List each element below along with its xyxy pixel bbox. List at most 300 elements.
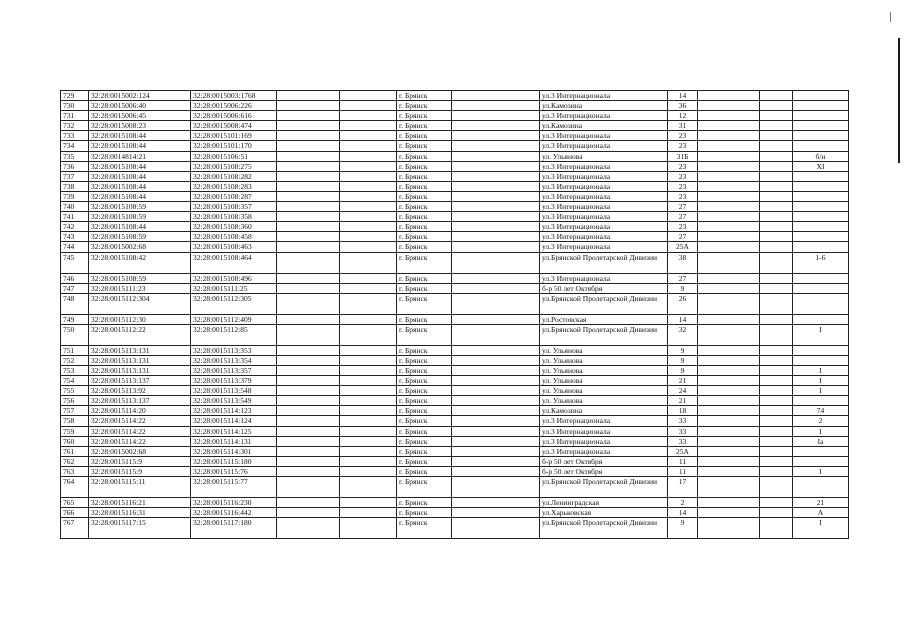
table-row <box>61 151 849 161</box>
row-number-cell: 734 <box>61 141 89 151</box>
object-cadastral-number-cell: 32:28:0015113:548 <box>191 386 277 396</box>
empty-cell <box>760 202 793 212</box>
empty-cell <box>698 111 760 121</box>
empty-cell <box>760 283 793 293</box>
land-cadastral-number-cell: 32:28:0015108:44 <box>89 191 191 201</box>
row-number-cell: 750 <box>61 324 89 345</box>
object-cadastral-number-cell: 32:28:0015108:282 <box>191 171 277 181</box>
house-number-cell: 23 <box>668 141 698 151</box>
empty-cell <box>760 498 793 508</box>
house-number-cell: 25А <box>668 446 698 456</box>
city-cell: г. Брянск <box>397 345 452 355</box>
premises-number-cell <box>793 293 849 314</box>
empty-cell <box>760 518 793 539</box>
empty-cell <box>760 252 793 273</box>
empty-cell <box>277 91 340 101</box>
street-cell: ул.Камозина <box>540 121 668 131</box>
row-number-cell: 759 <box>61 426 89 436</box>
empty-cell <box>340 91 397 101</box>
street-cell: ул.3 Интернационала <box>540 416 668 426</box>
empty-cell <box>340 161 397 171</box>
premises-number-cell <box>793 314 849 324</box>
row-number-cell: 758 <box>61 416 89 426</box>
row-number-cell: 765 <box>61 498 89 508</box>
premises-number-cell <box>793 212 849 222</box>
empty-cell <box>277 151 340 161</box>
land-cadastral-number-cell: 32:28:0015113:131 <box>89 355 191 365</box>
empty-cell <box>277 466 340 476</box>
land-cadastral-number-cell: 32:28:0015108:44 <box>89 161 191 171</box>
land-cadastral-number-cell: 32:28:0015108:44 <box>89 131 191 141</box>
empty-cell <box>340 456 397 466</box>
premises-number-cell <box>793 181 849 191</box>
object-cadastral-number-cell: 32:28:0015006:616 <box>191 111 277 121</box>
land-cadastral-number-cell: 32:28:0015113:137 <box>89 376 191 386</box>
table-row <box>61 466 849 476</box>
table-row <box>61 212 849 222</box>
empty-cell <box>698 242 760 252</box>
house-number-cell: 31Б <box>668 151 698 161</box>
object-cadastral-number-cell: 32:28:0015108:463 <box>191 242 277 252</box>
empty-cell <box>698 386 760 396</box>
house-number-cell: 9 <box>668 365 698 375</box>
land-cadastral-number-cell: 32:28:0015006:45 <box>89 111 191 121</box>
empty-cell <box>277 242 340 252</box>
empty-cell <box>452 508 540 518</box>
city-cell: г. Брянск <box>397 436 452 446</box>
property-registry-table <box>60 90 849 539</box>
object-cadastral-number-cell: 32:28:0015115:77 <box>191 477 277 498</box>
table-row <box>61 477 849 498</box>
premises-number-cell <box>793 131 849 141</box>
empty-cell <box>277 345 340 355</box>
empty-cell <box>760 386 793 396</box>
street-cell: ул.Камозина <box>540 101 668 111</box>
empty-cell <box>452 283 540 293</box>
empty-cell <box>452 252 540 273</box>
empty-cell <box>277 191 340 201</box>
city-cell: г. Брянск <box>397 181 452 191</box>
premises-number-cell <box>793 111 849 121</box>
empty-cell <box>277 477 340 498</box>
empty-cell <box>340 242 397 252</box>
table-row <box>61 406 849 416</box>
street-cell: ул.Харьковская <box>540 508 668 518</box>
land-cadastral-number-cell: 32:28:0015108:44 <box>89 222 191 232</box>
land-cadastral-number-cell: 32:28:0015108:59 <box>89 232 191 242</box>
city-cell: г. Брянск <box>397 242 452 252</box>
land-cadastral-number-cell: 32:28:0015113:131 <box>89 345 191 355</box>
street-cell: ул. Ульянова <box>540 355 668 365</box>
premises-number-cell <box>793 283 849 293</box>
house-number-cell: 9 <box>668 345 698 355</box>
row-number-cell: 743 <box>61 232 89 242</box>
empty-cell <box>277 273 340 283</box>
empty-cell <box>452 232 540 242</box>
table-row <box>61 101 849 111</box>
empty-cell <box>698 121 760 131</box>
premises-number-cell <box>793 273 849 283</box>
empty-cell <box>698 345 760 355</box>
object-cadastral-number-cell: 32:28:0015114:124 <box>191 416 277 426</box>
object-cadastral-number-cell: 32:28:0015113:357 <box>191 365 277 375</box>
empty-cell <box>698 376 760 386</box>
row-number-cell: 737 <box>61 171 89 181</box>
empty-cell <box>760 456 793 466</box>
object-cadastral-number-cell: 32:28:0015115:76 <box>191 466 277 476</box>
city-cell: г. Брянск <box>397 396 452 406</box>
house-number-cell: 24 <box>668 386 698 396</box>
table-row <box>61 365 849 375</box>
street-cell: ул.3 Интернационала <box>540 141 668 151</box>
empty-cell <box>277 314 340 324</box>
empty-cell <box>452 212 540 222</box>
empty-cell <box>698 365 760 375</box>
row-number-cell: 751 <box>61 345 89 355</box>
house-number-cell: 18 <box>668 406 698 416</box>
empty-cell <box>698 508 760 518</box>
empty-cell <box>698 314 760 324</box>
empty-cell <box>277 141 340 151</box>
object-cadastral-number-cell: 32:28:0015113:353 <box>191 345 277 355</box>
empty-cell <box>277 131 340 141</box>
street-cell: ул.3 Интернационала <box>540 436 668 446</box>
empty-cell <box>452 498 540 508</box>
empty-cell <box>277 518 340 539</box>
empty-cell <box>277 406 340 416</box>
empty-cell <box>340 202 397 212</box>
empty-cell <box>452 355 540 365</box>
empty-cell <box>340 181 397 191</box>
street-cell: ул.Ростовская <box>540 314 668 324</box>
table-row <box>61 171 849 181</box>
table-row <box>61 181 849 191</box>
premises-number-cell <box>793 91 849 101</box>
premises-number-cell <box>793 222 849 232</box>
land-cadastral-number-cell: 32:28:0015108:59 <box>89 212 191 222</box>
row-number-cell: 745 <box>61 252 89 273</box>
row-number-cell: 764 <box>61 477 89 498</box>
empty-cell <box>340 111 397 121</box>
premises-number-cell: 2 <box>793 416 849 426</box>
empty-cell <box>452 121 540 131</box>
empty-cell <box>277 252 340 273</box>
empty-cell <box>698 91 760 101</box>
empty-cell <box>698 416 760 426</box>
empty-cell <box>277 436 340 446</box>
scan-edge-tick <box>890 12 891 22</box>
land-cadastral-number-cell: 32:28:0014814:21 <box>89 151 191 161</box>
city-cell: г. Брянск <box>397 324 452 345</box>
empty-cell <box>452 91 540 101</box>
empty-cell <box>698 396 760 406</box>
street-cell: ул. Ульянова <box>540 365 668 375</box>
house-number-cell: 9 <box>668 518 698 539</box>
table-row <box>61 111 849 121</box>
empty-cell <box>452 365 540 375</box>
premises-number-cell: I <box>793 518 849 539</box>
city-cell: г. Брянск <box>397 273 452 283</box>
empty-cell <box>277 171 340 181</box>
row-number-cell: 756 <box>61 396 89 406</box>
premises-number-cell: I <box>793 466 849 476</box>
object-cadastral-number-cell: 32:28:0015113:379 <box>191 376 277 386</box>
object-cadastral-number-cell: 32:28:0015113:549 <box>191 396 277 406</box>
empty-cell <box>340 121 397 131</box>
table-row <box>61 283 849 293</box>
empty-cell <box>452 396 540 406</box>
empty-cell <box>760 191 793 201</box>
empty-cell <box>452 456 540 466</box>
city-cell: г. Брянск <box>397 456 452 466</box>
city-cell: г. Брянск <box>397 376 452 386</box>
empty-cell <box>698 191 760 201</box>
house-number-cell: 17 <box>668 477 698 498</box>
object-cadastral-number-cell: 32:28:0015114:131 <box>191 436 277 446</box>
table-row <box>61 396 849 406</box>
row-number-cell: 755 <box>61 386 89 396</box>
empty-cell <box>698 232 760 242</box>
object-cadastral-number-cell: 32:28:0015114:301 <box>191 446 277 456</box>
row-number-cell: 736 <box>61 161 89 171</box>
empty-cell <box>760 151 793 161</box>
city-cell: г. Брянск <box>397 151 452 161</box>
table-row <box>61 293 849 314</box>
empty-cell <box>760 314 793 324</box>
empty-cell <box>760 345 793 355</box>
table-row <box>61 141 849 151</box>
empty-cell <box>340 477 397 498</box>
street-cell: ул.3 Интернационала <box>540 212 668 222</box>
empty-cell <box>452 191 540 201</box>
empty-cell <box>277 376 340 386</box>
city-cell: г. Брянск <box>397 355 452 365</box>
row-number-cell: 732 <box>61 121 89 131</box>
street-cell: ул.Брянской Пролетарской Дивизии <box>540 252 668 273</box>
empty-cell <box>760 406 793 416</box>
empty-cell <box>760 212 793 222</box>
empty-cell <box>760 101 793 111</box>
empty-cell <box>760 111 793 121</box>
empty-cell <box>340 212 397 222</box>
land-cadastral-number-cell: 32:28:0015108:59 <box>89 202 191 212</box>
street-cell: ул. Ульянова <box>540 345 668 355</box>
empty-cell <box>698 161 760 171</box>
city-cell: г. Брянск <box>397 293 452 314</box>
row-number-cell: 729 <box>61 91 89 101</box>
empty-cell <box>340 466 397 476</box>
city-cell: г. Брянск <box>397 101 452 111</box>
empty-cell <box>452 131 540 141</box>
object-cadastral-number-cell: 32:28:0015112:305 <box>191 293 277 314</box>
table-row <box>61 426 849 436</box>
premises-number-cell <box>793 191 849 201</box>
empty-cell <box>452 345 540 355</box>
city-cell: г. Брянск <box>397 508 452 518</box>
land-cadastral-number-cell: 32:28:0015108:44 <box>89 141 191 151</box>
house-number-cell: 26 <box>668 293 698 314</box>
premises-number-cell <box>793 171 849 181</box>
house-number-cell: 38 <box>668 252 698 273</box>
empty-cell <box>340 426 397 436</box>
object-cadastral-number-cell: 32:28:0015101:170 <box>191 141 277 151</box>
premises-number-cell <box>793 232 849 242</box>
empty-cell <box>340 131 397 141</box>
empty-cell <box>698 283 760 293</box>
empty-cell <box>340 252 397 273</box>
premises-number-cell <box>793 121 849 131</box>
row-number-cell: 733 <box>61 131 89 141</box>
city-cell: г. Брянск <box>397 161 452 171</box>
table-row <box>61 345 849 355</box>
empty-cell <box>277 283 340 293</box>
empty-cell <box>698 151 760 161</box>
row-number-cell: 757 <box>61 406 89 416</box>
empty-cell <box>760 232 793 242</box>
empty-cell <box>452 202 540 212</box>
empty-cell <box>340 406 397 416</box>
empty-cell <box>760 141 793 151</box>
empty-cell <box>760 426 793 436</box>
premises-number-cell: 74 <box>793 406 849 416</box>
street-cell: ул.Брянской Пролетарской Дивизии <box>540 518 668 539</box>
street-cell: ул.3 Интернационала <box>540 131 668 141</box>
house-number-cell: 33 <box>668 416 698 426</box>
land-cadastral-number-cell: 32:28:0015002:68 <box>89 242 191 252</box>
empty-cell <box>698 212 760 222</box>
object-cadastral-number-cell: 32:28:0015006:226 <box>191 101 277 111</box>
empty-cell <box>277 456 340 466</box>
table-row <box>61 508 849 518</box>
street-cell: ул.Брянской Пролетарской Дивизии <box>540 293 668 314</box>
table-row <box>61 121 849 131</box>
street-cell: ул.3 Интернационала <box>540 111 668 121</box>
empty-cell <box>452 446 540 456</box>
house-number-cell: 27 <box>668 273 698 283</box>
table-row <box>61 232 849 242</box>
empty-cell <box>760 293 793 314</box>
empty-cell <box>452 141 540 151</box>
empty-cell <box>698 446 760 456</box>
city-cell: г. Брянск <box>397 212 452 222</box>
empty-cell <box>760 365 793 375</box>
empty-cell <box>340 376 397 386</box>
city-cell: г. Брянск <box>397 477 452 498</box>
empty-cell <box>452 314 540 324</box>
city-cell: г. Брянск <box>397 314 452 324</box>
empty-cell <box>698 131 760 141</box>
premises-number-cell <box>793 477 849 498</box>
empty-cell <box>760 171 793 181</box>
table-row <box>61 498 849 508</box>
empty-cell <box>277 396 340 406</box>
house-number-cell: 11 <box>668 456 698 466</box>
house-number-cell: 2 <box>668 498 698 508</box>
empty-cell <box>340 283 397 293</box>
table-row <box>61 202 849 212</box>
city-cell: г. Брянск <box>397 446 452 456</box>
empty-cell <box>340 365 397 375</box>
object-cadastral-number-cell: 32:28:0015114:123 <box>191 406 277 416</box>
empty-cell <box>340 396 397 406</box>
row-number-cell: 738 <box>61 181 89 191</box>
city-cell: г. Брянск <box>397 111 452 121</box>
street-cell: ул.Камозина <box>540 406 668 416</box>
empty-cell <box>340 222 397 232</box>
city-cell: г. Брянск <box>397 232 452 242</box>
empty-cell <box>277 324 340 345</box>
land-cadastral-number-cell: 32:28:0015117:15 <box>89 518 191 539</box>
land-cadastral-number-cell: 32:28:0015111:23 <box>89 283 191 293</box>
empty-cell <box>698 202 760 212</box>
table-row <box>61 191 849 201</box>
empty-cell <box>760 324 793 345</box>
house-number-cell: 11 <box>668 466 698 476</box>
empty-cell <box>698 252 760 273</box>
row-number-cell: 766 <box>61 508 89 518</box>
object-cadastral-number-cell: 32:28:0015117:180 <box>191 518 277 539</box>
empty-cell <box>760 91 793 101</box>
empty-cell <box>452 151 540 161</box>
empty-cell <box>340 386 397 396</box>
empty-cell <box>340 498 397 508</box>
empty-cell <box>698 518 760 539</box>
street-cell: ул.3 Интернационала <box>540 202 668 212</box>
empty-cell <box>277 416 340 426</box>
premises-number-cell <box>793 141 849 151</box>
empty-cell <box>277 498 340 508</box>
house-number-cell: 25А <box>668 242 698 252</box>
object-cadastral-number-cell: 32:28:0015101:169 <box>191 131 277 141</box>
object-cadastral-number-cell: 32:28:0015114:125 <box>191 426 277 436</box>
city-cell: г. Брянск <box>397 171 452 181</box>
land-cadastral-number-cell: 32:28:0015114:22 <box>89 436 191 446</box>
city-cell: г. Брянск <box>397 141 452 151</box>
house-number-cell: 21 <box>668 396 698 406</box>
street-cell: ул.Брянской Пролетарской Дивизии <box>540 477 668 498</box>
row-number-cell: 746 <box>61 273 89 283</box>
table-row <box>61 518 849 539</box>
premises-number-cell <box>793 456 849 466</box>
empty-cell <box>277 386 340 396</box>
empty-cell <box>277 508 340 518</box>
street-cell: б-р 50 лет Октября <box>540 283 668 293</box>
object-cadastral-number-cell: 32:28:0015116:230 <box>191 498 277 508</box>
house-number-cell: 23 <box>668 222 698 232</box>
premises-number-cell <box>793 355 849 365</box>
city-cell: г. Брянск <box>397 121 452 131</box>
empty-cell <box>277 365 340 375</box>
object-cadastral-number-cell: 32:28:0015108:287 <box>191 191 277 201</box>
object-cadastral-number-cell: 32:28:0015116:442 <box>191 508 277 518</box>
city-cell: г. Брянск <box>397 191 452 201</box>
empty-cell <box>277 181 340 191</box>
premises-number-cell: I <box>793 324 849 345</box>
premises-number-cell <box>793 345 849 355</box>
house-number-cell: 14 <box>668 91 698 101</box>
land-cadastral-number-cell: 32:28:0015113:131 <box>89 365 191 375</box>
empty-cell <box>452 386 540 396</box>
land-cadastral-number-cell: 32:28:0015008:23 <box>89 121 191 131</box>
object-cadastral-number-cell: 32:28:0015108:360 <box>191 222 277 232</box>
empty-cell <box>452 324 540 345</box>
empty-cell <box>760 222 793 232</box>
street-cell: ул.Брянской Пролетарской Дивизии <box>540 324 668 345</box>
premises-number-cell <box>793 446 849 456</box>
land-cadastral-number-cell: 32:28:0015108:44 <box>89 181 191 191</box>
empty-cell <box>277 212 340 222</box>
row-number-cell: 744 <box>61 242 89 252</box>
